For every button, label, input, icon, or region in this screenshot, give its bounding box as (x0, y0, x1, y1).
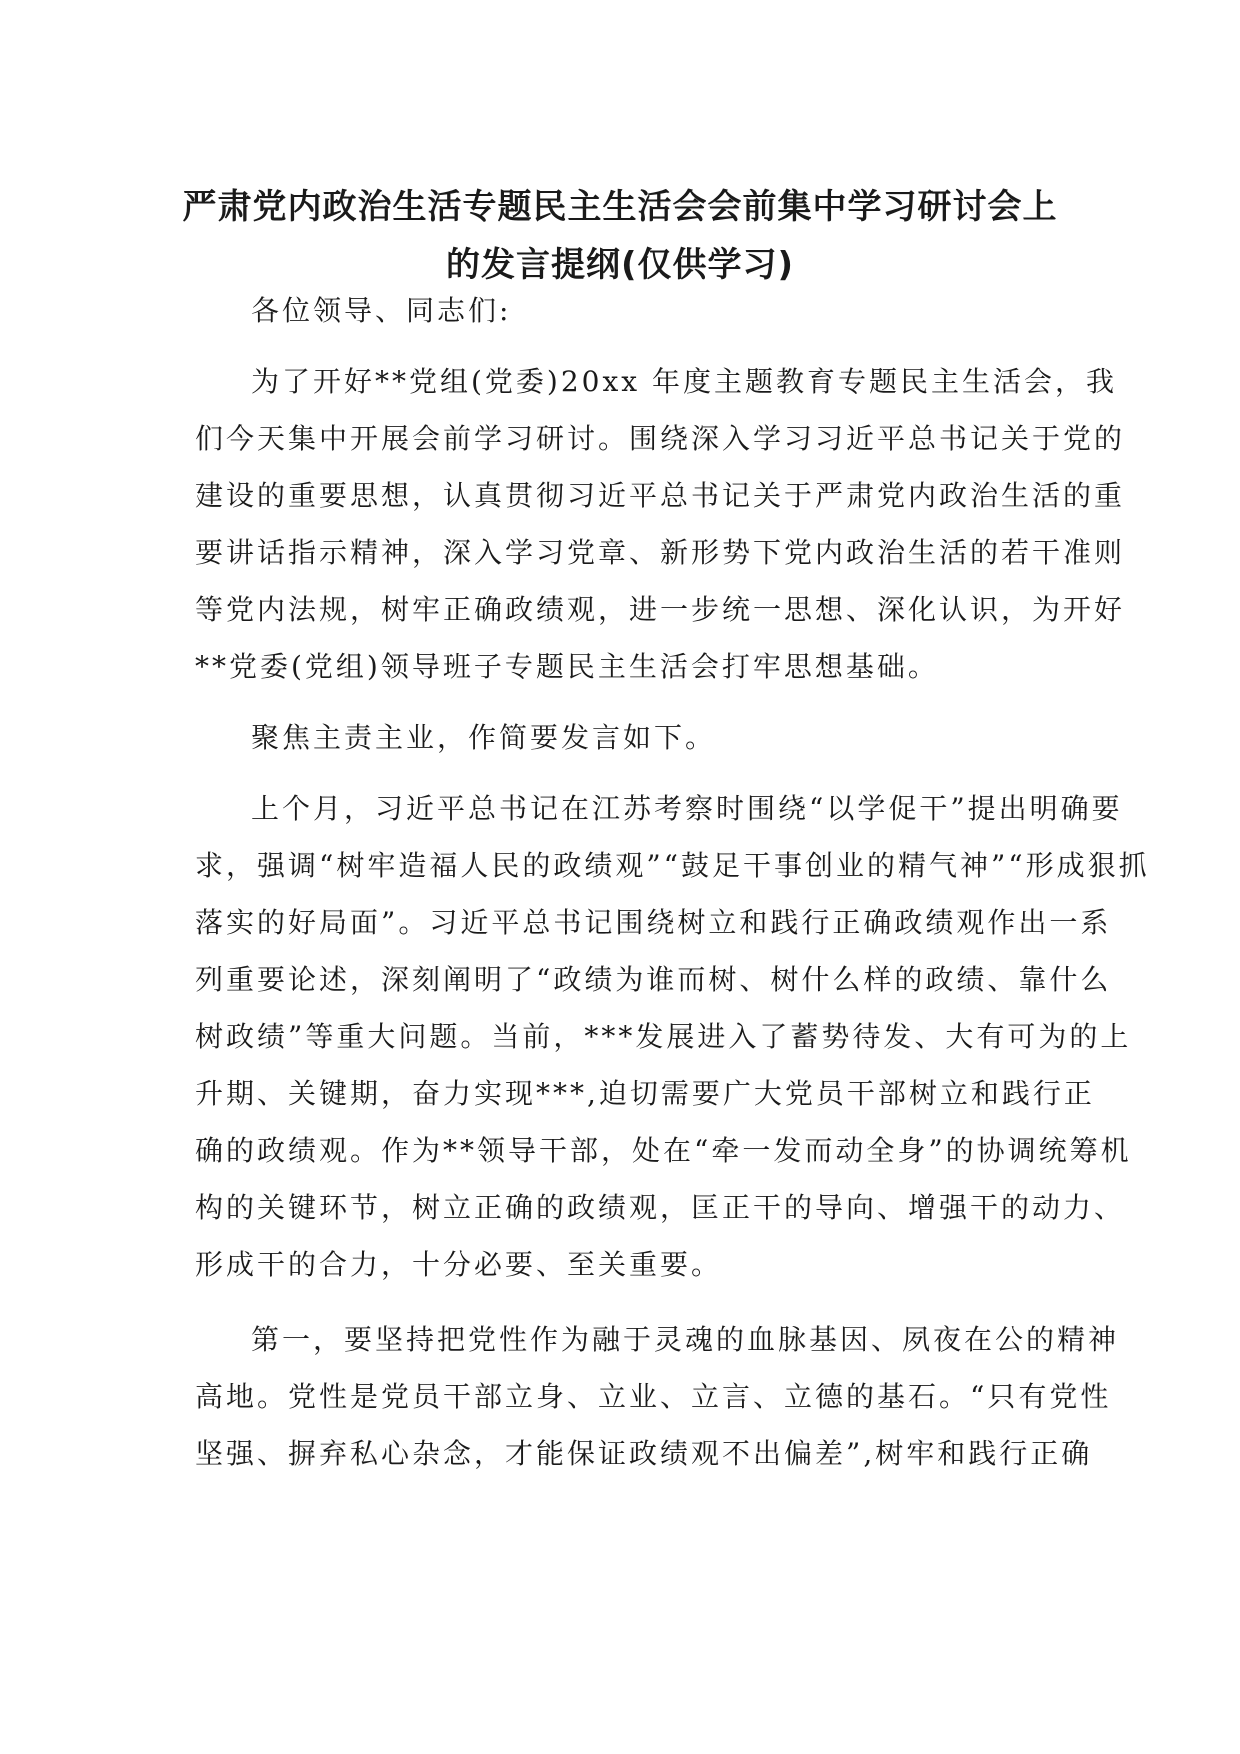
paragraph-spacer (195, 695, 1055, 709)
paragraph-intro (195, 353, 1126, 695)
title-line: 严肃党内政治生活专题民主生活会会前集中学习研讨会上 (182, 187, 1058, 227)
paragraph-line: 为了开好**党组(党委)20xx 年度主题教育专题民主生活会，我 (251, 365, 1117, 398)
paragraph-line: 等党内法规，树牢正确政绩观，进一步统一思想、深化认识，为开好 (195, 593, 1126, 626)
paragraph-spacer (195, 1293, 1055, 1311)
paragraph-line: 要讲话指示精神，深入学习党章、新形势下党内政治生活的若干准则 (195, 536, 1126, 569)
paragraph-line: 求，强调“树牢造福人民的政绩观”“鼓足干事创业的精气神”“形成狠抓 (195, 849, 1150, 882)
paragraph-line: 落实的好局面”。习近平总书记围绕树立和践行正确政绩观作出一系 (195, 906, 1112, 939)
paragraph-line: 树政绩”等重大问题。当前，***发展进入了蓄势待发、大有可为的上 (195, 1020, 1132, 1053)
paragraph-salutation (195, 282, 1055, 339)
paragraph-line: 上个月，习近平总书记在江苏考察时围绕“以学促干”提出明确要 (251, 792, 1123, 825)
paragraph-line: 确的政绩观。作为**领导干部，处在“牵一发而动全身”的协调统筹机 (195, 1134, 1132, 1167)
paragraph-line: 列重要论述，深刻阐明了“政绩为谁而树、树什么样的政绩、靠什么 (195, 963, 1112, 996)
paragraph-line: 们今天集中开展会前学习研讨。围绕深入学习习近平总书记关于党的 (195, 422, 1126, 455)
document-title (150, 178, 1090, 294)
paragraph-focus (195, 709, 1055, 766)
paragraph-spacer (195, 339, 1055, 353)
paragraph-spacer (195, 766, 1055, 780)
paragraph-line: 各位领导、同志们: (251, 294, 512, 327)
paragraph-first-point (195, 1311, 1120, 1482)
paragraph-line: **党委(党组)领导班子专题民主生活会打牢思想基础。 (195, 650, 939, 683)
title-line: 的发言提纲(仅供学习) (445, 245, 795, 285)
paragraph-line: 第一，要坚持把党性作为融于灵魂的血脉基因、夙夜在公的精神 (251, 1323, 1120, 1356)
paragraph-line: 坚强、摒弃私心杂念，才能保证政绩观不出偏差”,树牢和践行正确 (195, 1437, 1093, 1470)
paragraph-line: 升期、关键期，奋力实现***,迫切需要广大党员干部树立和践行正 (195, 1077, 1095, 1110)
paragraph-context (195, 780, 1150, 1293)
paragraph-line: 聚焦主责主业，作简要发言如下。 (251, 721, 717, 754)
document-body (195, 282, 1150, 1482)
paragraph-line: 建设的重要思想，认真贯彻习近平总书记关于严肃党内政治生活的重 (195, 479, 1126, 512)
paragraph-line: 高地。党性是党员干部立身、立业、立言、立德的基石。“只有党性 (195, 1380, 1112, 1413)
paragraph-line: 形成干的合力，十分必要、至关重要。 (195, 1248, 723, 1281)
paragraph-line: 构的关键环节，树立正确的政绩观，匡正干的导向、增强干的动力、 (195, 1191, 1126, 1224)
